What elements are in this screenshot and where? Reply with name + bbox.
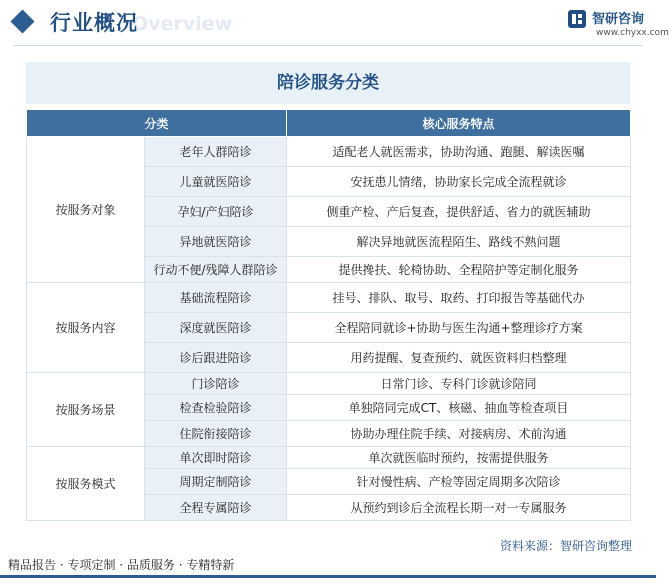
page-header: [0, 0, 669, 48]
category-cell: 按服务场景: [27, 373, 145, 447]
watermark-overview: Overview: [132, 13, 233, 35]
feature-cell: 全程陪同就诊+协助与医生沟通+整理诊疗方案: [287, 313, 631, 343]
logo-url: www.chyxx.com: [596, 28, 669, 38]
subcategory-cell: 异地就医陪诊: [145, 227, 287, 257]
feature-cell: 用药提醒、复查预约、就医资料归档整理: [287, 343, 631, 373]
page-title: 行业概况: [50, 11, 138, 35]
subcategory-cell: 孕妇/产妇陪诊: [145, 197, 287, 227]
subcategory-cell: 门诊陪诊: [145, 373, 287, 395]
feature-cell: 日常门诊、专科门诊就诊陪同: [287, 373, 631, 395]
table-header-row: [27, 110, 631, 137]
subcategory-cell: 检查检验陪诊: [145, 395, 287, 421]
table-row: [27, 373, 631, 395]
subcategory-cell: 住院衔接陪诊: [145, 421, 287, 447]
feature-cell: 从预约到诊后全流程长期一对一专属服务: [287, 495, 631, 521]
logo-name: 智研咨询: [592, 12, 645, 27]
source-note: 资料来源：智研咨询整理: [500, 539, 633, 553]
subcategory-cell: 行动不便/残障人群陪诊: [145, 257, 287, 283]
category-cell: 按服务模式: [27, 447, 145, 521]
feature-cell: 安抚患儿情绪，协助家长完成全流程就诊: [287, 167, 631, 197]
category-cell: 按服务对象: [27, 137, 145, 283]
table-title: 陪诊服务分类: [26, 62, 630, 104]
subcategory-cell: 基础流程陪诊: [145, 283, 287, 313]
classification-table-container: [26, 62, 630, 521]
subcategory-cell: 周期定制陪诊: [145, 469, 287, 495]
subcategory-cell: 老年人群陪诊: [145, 137, 287, 167]
subcategory-cell: 诊后跟进陪诊: [145, 343, 287, 373]
category-cell: 按服务内容: [27, 283, 145, 373]
header-category: 分类: [27, 110, 287, 137]
table-row: [27, 283, 631, 313]
feature-cell: 挂号、排队、取号、取药、打印报告等基础代办: [287, 283, 631, 313]
subcategory-cell: 儿童就医陪诊: [145, 167, 287, 197]
header-feature: 核心服务特点: [287, 110, 631, 137]
subcategory-cell: 全程专属陪诊: [145, 495, 287, 521]
feature-cell: 侧重产检、产后复查，提供舒适、省力的就医辅助: [287, 197, 631, 227]
feature-cell: 协助办理住院手续、对接病房、术前沟通: [287, 421, 631, 447]
table-row: [27, 447, 631, 469]
table-row: [27, 137, 631, 167]
footer-tagline: 精品报告 · 专项定制 · 品质服务 · 专精特新: [8, 558, 235, 572]
feature-cell: 适配老人就医需求，协助沟通、跑腿、解读医嘱: [287, 137, 631, 167]
feature-cell: 单独陪同完成CT、核磁、抽血等检查项目: [287, 395, 631, 421]
feature-cell: 提供搀扶、轮椅协助、全程陪护等定制化服务: [287, 257, 631, 283]
feature-cell: 解决异地就医流程陌生、路线不熟问题: [287, 227, 631, 257]
subcategory-cell: 单次即时陪诊: [145, 447, 287, 469]
header-divider: [14, 45, 642, 46]
subcategory-cell: 深度就医陪诊: [145, 313, 287, 343]
footer-divider: [0, 575, 656, 578]
feature-cell: 针对慢性病、产检等固定周期多次陪诊: [287, 469, 631, 495]
feature-cell: 单次就医临时预约，按需提供服务: [287, 447, 631, 469]
diamond-icon: [10, 9, 34, 33]
logo-icon: [567, 9, 587, 29]
classification-table: [26, 109, 631, 521]
